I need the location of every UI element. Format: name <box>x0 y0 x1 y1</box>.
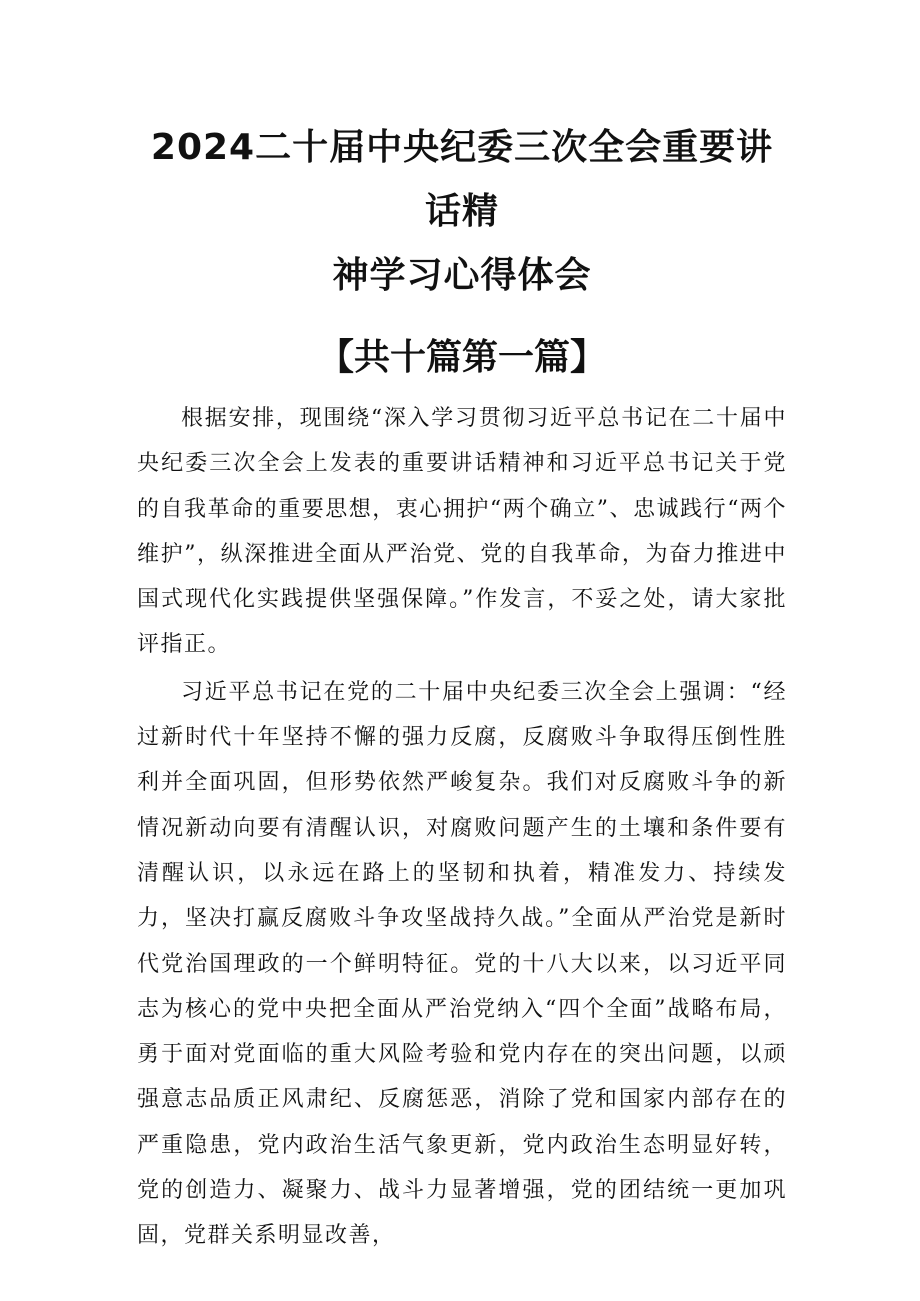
paragraph-1: 根据安排，现围绕“深入学习贯彻习近平总书记在二十届中央纪委三次全会上发表的重要讲话精神和习近平总书记关于党的自我革命的重要思想，衷心拥护“两个确立”、忠诚践行“两个维护”，纵深推进全面从严治党、党的自我革命，为奋力推进中国式现代化实践提供坚强保障。”作发言，不妥之处，请大家批评指正。 <box>137 406 787 658</box>
document-title-line-1: 2024二十届中央纪委三次全会重要讲话精 <box>150 127 774 232</box>
document-title-line-2: 神学习心得体会 <box>332 255 592 296</box>
document-subtitle: 【共十篇第一篇】 <box>317 337 606 378</box>
paragraph-2: 习近平总书记在党的二十届中央纪委三次全会上强调：“经过新时代十年坚持不懈的强力反腐，反腐败斗争取得压倒性胜利并全面巩固，但形势依然严峻复杂。我们对反腐败斗争的新情况新动向要有清醒认识，对腐败问题产生的土壤和条件要有清醒认识，以永远在路上的坚韧和执着，精准发力、持续发力，坚决打赢反腐败斗争攻坚战持久战。”全面从严治党是新时代党治国理政的一个鲜明特征。党的十八大以来，以习近平同志为核心的党中央把全面从严治党纳入“四个全面”战略布局，勇于面对党面临的重大风险考验和党内存在的突出问题，以顽强意志品质正风肃纪、反腐惩恶，消除了党和国家内部存在的严重隐患，党内政治生活气象更新，党内政治生态明显好转，党的创造力、凝聚力、战斗力显著增强，党的团结统一更加巩固，党群关系明显改善， <box>137 679 787 1249</box>
